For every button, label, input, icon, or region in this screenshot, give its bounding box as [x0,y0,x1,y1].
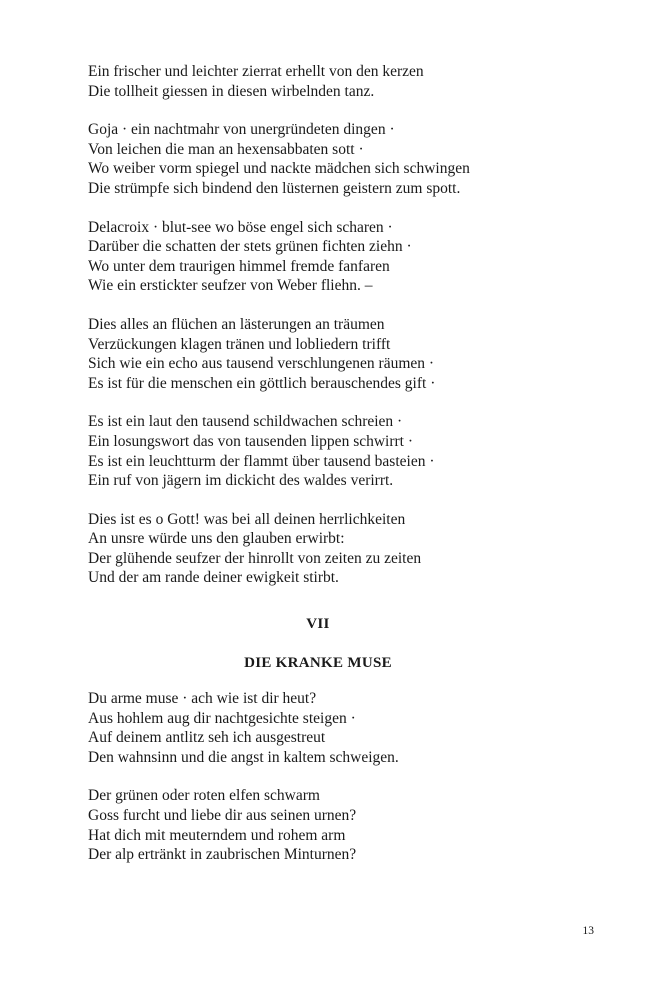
page-number: 13 [582,925,594,937]
verse-line: Delacroix · blut-see wo böse engel sich scharen · [88,218,393,236]
verse-line: Der grünen oder roten elfen schwarm [88,787,320,805]
verse-line: Wie ein erstickter seufzer von Weber fliehn. – [88,277,373,295]
stanza-1 [88,689,548,767]
stanza-2 [88,120,548,198]
poem-title: DIE KRANKE MUSE [244,655,392,672]
verse-line: Es ist für die menschen ein göttlich berauschendes gift · [88,374,436,392]
page-content [88,62,548,865]
verse-line: Wo unter dem traurigen himmel fremde fanfaren [88,257,390,275]
verse-line: Die strümpfe sich bindend den lüsternen geistern zum spott. [88,179,461,197]
verse-line: Ein ruf von jägern im dickicht des waldes verirrt. [88,472,394,490]
verse-line: Dies ist es o Gott! was bei all deinen herrlichkeiten [88,510,406,528]
stanza-1 [88,62,548,101]
verse-line: Hat dich mit meuterndem und rohem arm [88,826,346,844]
stanza-5 [88,412,548,490]
poem-continued [88,62,548,588]
verse-line: Ein losungswort das von tausenden lippen schwirrt · [88,432,414,450]
section-numeral: VII [306,616,330,633]
stanza-6 [88,510,548,588]
verse-line: An unsre würde uns den glauben erwirbt: [88,530,345,548]
verse-line: Auf deinem antlitz seh ich ausgestreut [88,729,326,747]
verse-line: Von leichen die man an hexensabbaten sott · [88,140,364,158]
verse-line: Den wahnsinn und die angst in kaltem schweigen. [88,748,399,766]
verse-line: Verzückungen klagen tränen und lobliedern trifft [88,335,391,353]
verse-line: Aus hohlem aug dir nachtgesichte steigen · [88,709,356,727]
verse-line: Es ist ein leuchtturm der flammt über tausend basteien · [88,452,435,470]
verse-line: Darüber die schatten der stets grünen fichten ziehn · [88,238,412,256]
verse-line: Sich wie ein echo aus tausend verschlungenen räumen · [88,355,435,373]
verse-line: Goja · ein nachtmahr von unergründeten dingen · [88,121,395,139]
stanza-2 [88,786,548,864]
verse-line: Und der am rande deiner ewigkeit stirbt. [88,569,339,587]
verse-line: Der glühende seufzer der hinrollt von zeiten zu zeiten [88,549,422,567]
verse-line: Der alp ertränkt in zaubrischen Minturnen? [88,846,357,864]
stanza-3 [88,218,548,296]
stanza-4 [88,315,548,393]
verse-line: Du arme muse · ach wie ist dir heut? [88,690,317,708]
verse-line: Dies alles an flüchen an lästerungen an träumen [88,315,385,333]
verse-line: Die tollheit giessen in diesen wirbelnden tanz. [88,82,375,100]
verse-line: Ein frischer und leichter zierrat erhellt von den kerzen [88,63,424,80]
verse-line: Goss furcht und liebe dir aus seinen urnen? [88,807,357,825]
poem-new [88,689,548,865]
verse-line: Es ist ein laut den tausend schildwachen schreien · [88,413,403,431]
verse-line: Wo weiber vorm spiegel und nackte mädchen sich schwingen [88,160,470,178]
